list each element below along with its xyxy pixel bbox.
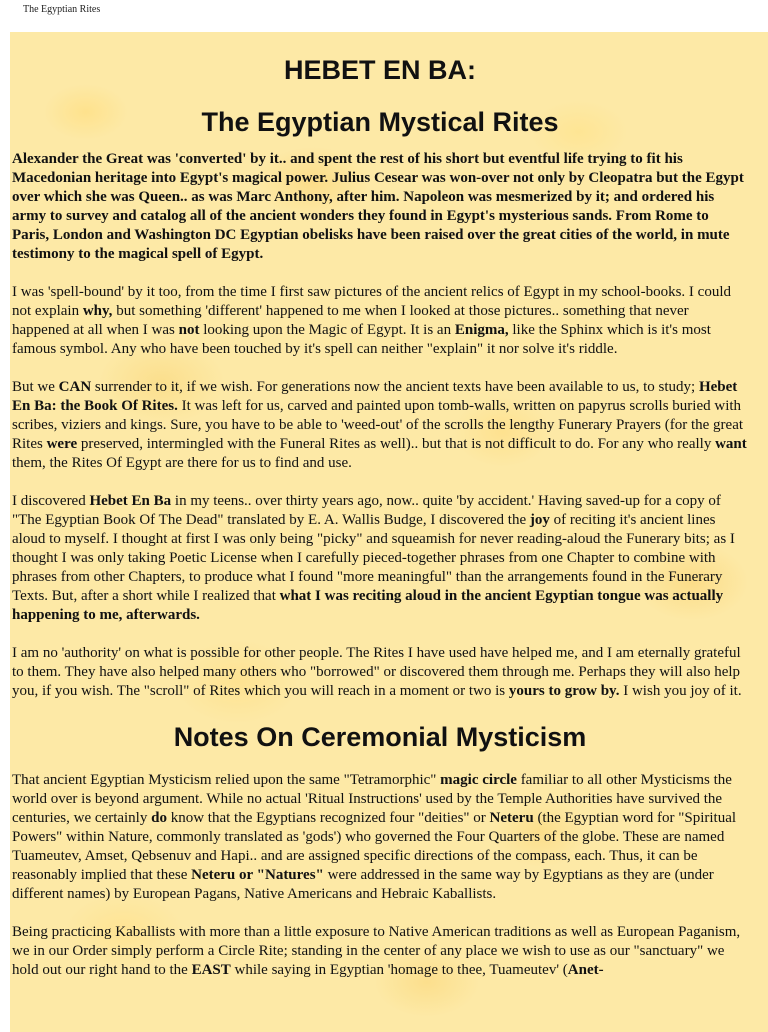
page-subtitle: The Egyptian Mystical Rites — [201, 107, 559, 137]
paragraph-surrender: But we CAN surrender to it, if we wish. For generations now the ancient texts have been available to us, to study; Hebet En Ba: the Book Of Rites. It was left for us, carved and painted upon tomb-walls, written on papyrus scrolls buried with scribes, viziers and kings. Sure, you have to be able to 'weed-out' of the scrolls the lengthy Funerary Prayers (for the great Rites were preserved, intermingled with the Funeral Rites as well).. but that is not difficult to do. For any who really want them, the Rites Of Egypt are there for us to find and use. — [12, 379, 747, 471]
page-header: The Egyptian Rites — [23, 4, 101, 15]
paragraph-circle-rite: Being practicing Kaballists with more than a little exposure to Native American traditions as well as European Paganism, we in our Order simply perform a Circle Rite; standing in the center of any place we wish to use as our "sanctuary" we hold out our right hand to the EAST while saying in Egyptian 'homage to thee, Tuameutev' (Anet- — [12, 924, 741, 978]
page-title: HEBET EN BA: — [283, 55, 476, 85]
section-heading: Notes On Ceremonial Mysticism — [173, 722, 587, 752]
paragraph-authority: I am no 'authority' on what is possible for other people. The Rites I have used have helped me, and I am eternally grateful to them. They have also helped many others who "borrowed" or discovered them through me. Perhaps they will also help you, if you wish. The "scroll" of Rites which you will reach in a moment or two is yours to grow by. I wish you joy of it. — [12, 645, 742, 699]
paragraph-discovery: I discovered Hebet En Ba in my teens.. over thirty years ago, now.. quite 'by accident.' Having saved-up for a copy of "The Egyptian Book Of The Dead" translated by E. A. Wallis Budge, I discovered the joy of reciting it's ancient lines aloud to myself. I thought at first I was only being "picky" and squeamish for never reading-aloud the Funerary bits; as I thought I was only taking Poetic License when I carefully pieced-together phrases from one Chapter to combine with phrases from other Chapters, to produce what I found "more meaningful" than the arrangements found in the Funerary Texts. But, after a short while I realized that what I was reciting aloud in the ancient Egyptian tongue was actually happening to me, afterwards. — [12, 493, 735, 623]
paragraph-magic-circle: That ancient Egyptian Mysticism relied upon the same "Tetramorphic" magic circle familiar to all other Mysticisms the world over is beyond argument. While no actual 'Ritual Instructions' used by the Temple Authorities have survived the centuries, we certainly do know that the Egyptians recognized four "deities" or Neteru (the Egyptian word for "Spiritual Powers" within Nature, commonly translated as 'gods') who governed the Four Quarters of the globe. These are named Tuameutev, Amset, Qebsenuv and Hapi.. and are assigned specific directions of the compass, each. Thus, it can be reasonably implied that these Neteru or "Natures" were addressed in the same way by Egyptians as they are (under different names) by European Pagans, Native Americans and Hebraic Kaballists. — [12, 772, 737, 902]
article-content — [12, 50, 748, 999]
intro-paragraph: Alexander the Great was 'converted' by it.. and spent the rest of his short but eventful life trying to fit his Macedonian heritage into Egypt's magical power. Julius Cesear was won-over not only by Cleopatra but the Egypt over which she was Queen.. as was Marc Anthony, after him. Napoleon was mesmerized by it; and ordered his army to survey and catalog all of the ancient wonders they found in Egypt's mysterious sands. From Rome to Paris, London and Washington DC Egyptian obelisks have been raised over the great cities of the world, in mute testimony to the magical spell of Egypt. — [12, 151, 744, 262]
paragraph-spell-bound: I was 'spell-bound' by it too, from the time I first saw pictures of the ancient relics of Egypt in my school-books. I could not explain why, but something 'different' happened to me when I looked at those pictures.. something that never happened at all when I was not looking upon the Magic of Egypt. It is an Enigma, like the Sphinx which is it's most famous symbol. Any who have been touched by it's spell can neither "explain" it nor solve it's riddle. — [12, 284, 732, 357]
